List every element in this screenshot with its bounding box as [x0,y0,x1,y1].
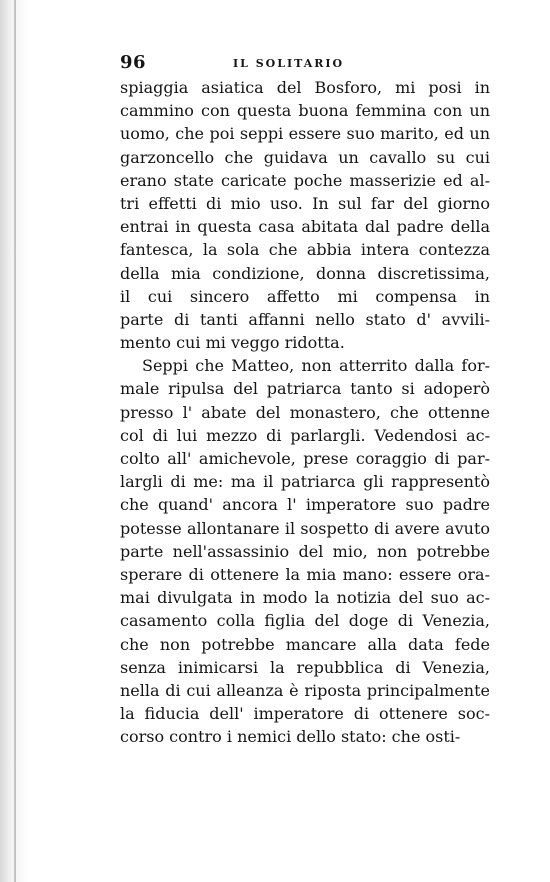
text-line: corso contro i nemici dello stato: che osti- [120,727,461,747]
text-line: nella di cui alleanza è riposta principalmente [120,680,490,700]
text-line: spiaggia asiatica del Bosforo, mi posi in [120,78,490,97]
text-line: tri effetti di mio uso. In sul far del giorno [120,193,490,213]
text-line: casamento colla figlia del doge di Venezia, [120,611,490,631]
page-header [120,52,490,74]
page-number: 96 [120,52,147,73]
text-line: entrai in questa casa abitata dal padre della [120,217,490,237]
text-line: potesse allontanare il sospetto di avere avuto [120,518,490,538]
text-line: largli di me: ma il patriarca gli rappresentò [120,472,490,492]
text-line: sperare di ottenere la mia mano: essere ora- [120,564,490,584]
text-line: senza inimicarsi la repubblica di Venezia, [120,657,490,677]
text-line: parte nell'assassinio del mio, non potrebbe [120,541,490,561]
paragraph [120,354,490,748]
text-line: il cui sincero affetto mi compensa in [120,286,490,306]
text-line: colto all' amichevole, prese coraggio di par- [120,449,490,468]
text-line: che non potrebbe mancare alla data fede [120,634,490,654]
text-line: parte di tanti affanni nello stato d' avvili- [120,309,490,329]
text-line: garzoncello che guidava un cavallo su cui [120,147,490,167]
running-head: IL SOLITARIO [233,57,345,70]
text-line: che quand' ancora l' imperatore suo padre [120,495,490,515]
text-line: mai divulgata in modo la notizia del suo ac- [120,588,490,608]
text-line: erano state caricate poche masserizie ed al- [120,170,490,190]
body-text [120,76,490,748]
text-line: uomo, che poi seppi essere suo marito, ed un [120,124,490,144]
paragraph [120,76,490,354]
page-binding-edge [14,0,16,882]
text-line: presso l' abate del monastero, che ottenne [120,402,490,422]
text-line: mento cui mi veggo ridotta. [120,333,345,353]
text-line: della mia condizione, donna discretissima, [120,263,490,283]
text-line: Seppi che Matteo, non atterrito dalla for- [142,356,490,376]
text-line: col di lui mezzo di parlargli. Vedendosi ac- [120,425,490,445]
text-line: fantesca, la sola che abbia intera contezza [120,240,490,260]
text-line: la fiducia dell' imperatore di ottenere soc- [120,704,490,724]
text-line: cammino con questa buona femmina con un [120,101,490,121]
text-line: male ripulsa del patriarca tanto si adoperò [120,379,490,399]
